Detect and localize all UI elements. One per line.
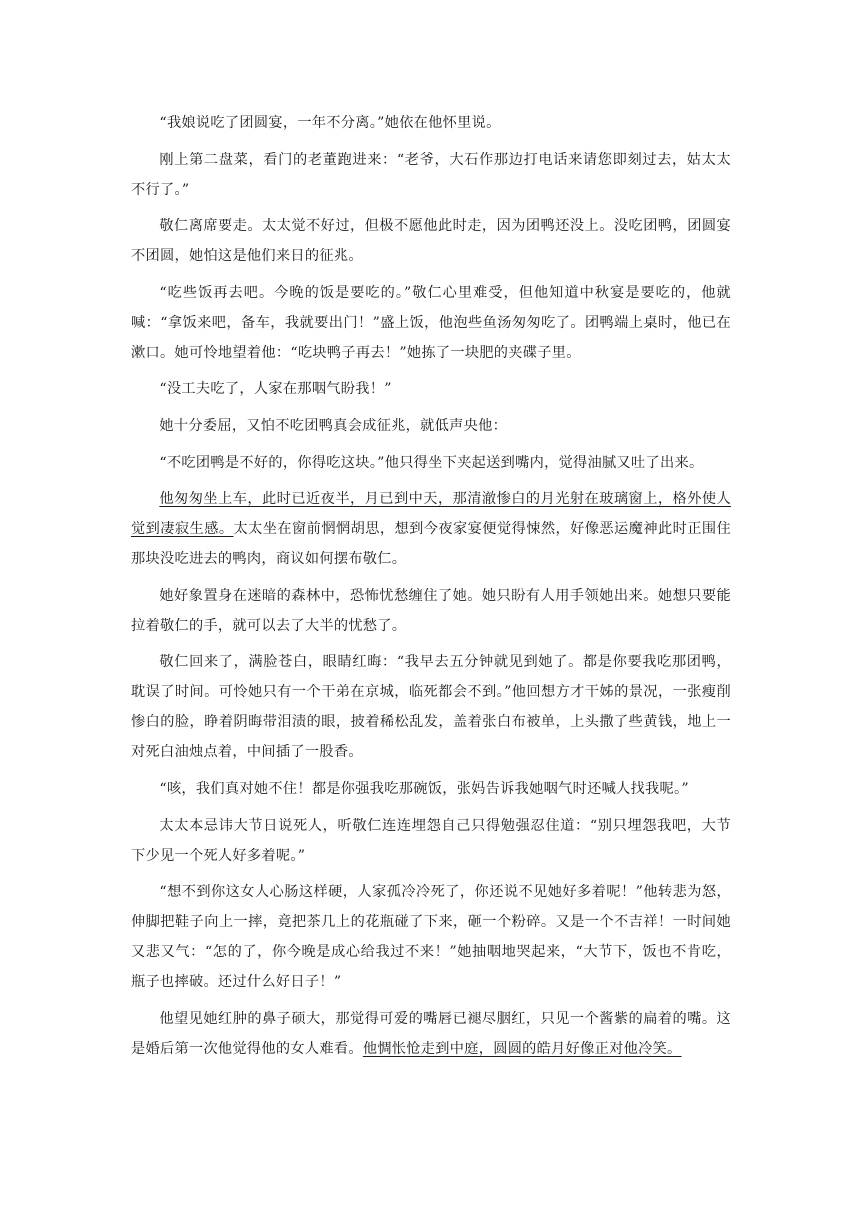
text-segment: 刚上第二盘菜，看门的老董跑进来：“老爷，大石作那边打电话来请您即刻过去，姑太太不行了。” xyxy=(131,151,731,198)
text-segment: “不吃团鸭是不好的，你得吃这块。”他只得坐下夹起送到嘴内，觉得油腻又吐了出来。 xyxy=(159,454,704,471)
text-segment: 敬仁回来了，满脸苍白，眼睛红晦：“我早去五分钟就见到她了。都是你要我吃那团鸭，耽误了时间。可怜她只有一个干弟在京城，临死都会不到。”他回想方才干姊的景况，一张瘦削惨白的脸，睁着阴晦带泪渍的眼，披着稀松乱发，盖着张白布被单，上头撒了些黄钱，地上一对死白油烛点着，中间插了一股香。 xyxy=(131,654,731,761)
text-segment: “没工夫吃了，人家在那咽气盼我！” xyxy=(159,381,392,398)
paragraph xyxy=(131,211,731,271)
paragraph xyxy=(131,411,731,441)
paragraph xyxy=(131,774,731,804)
text-segment: “咳，我们真对她不住！都是你强我吃那碗饭，张妈告诉我她咽气时还喊人找我呢。” xyxy=(159,780,689,797)
text-segment: 太太坐在窗前惘惘胡思，想到今夜家宴便觉得悚然，好像恶运魔神此时正围住那块没吃进去的鸭肉，商议如何摆布敬仁。 xyxy=(131,521,731,568)
paragraph xyxy=(131,877,731,997)
paragraph xyxy=(131,448,731,478)
paragraph xyxy=(131,374,731,404)
text-segment: 她十分委屈，又怕不吃团鸭真会成征兆，就低声央他： xyxy=(159,417,508,434)
paragraph xyxy=(131,484,731,574)
text-segment: “吃些饭再去吧。今晚的饭是要吃的。”敬仁心里难受，但他知道中秋宴是要吃的，他就喊：“拿饭来吧，备车，我就要出门！”盛上饭，他泡些鱼汤匆匆吃了。团鸭端上桌时，他已在漱口。她可怜地望着他：“吃块鸭子再去！”她拣了一块肥的夹碟子里。 xyxy=(131,284,731,361)
text-segment: 太太本忌讳大节日说死人，听敬仁连连埋怨自己只得勉强忍住道：“别只埋怨我吧，大节下少见一个死人好多着呢。” xyxy=(131,817,731,864)
paragraph xyxy=(131,145,731,205)
text-segment: “想不到你这女人心肠这样硬，人家孤冷冷死了，你还说不见她好多着呢！”他转悲为怒，伸脚把鞋子向上一摔，竟把茶几上的花瓶碰了下来，砸一个粉碎。又是一个不吉祥！一时间她又悲又气：“怎的了，你今晚是成心给我过不来！”她抽咽地哭起来，“大节下，饭也不肯吃，瓶子也摔破。还过什么好日子！” xyxy=(131,884,731,991)
text-segment: 他望见她红肿的鼻子硕大，那觉得可爱的嘴唇已褪尽胭红，只见一个酱紫的扁着的嘴。这是婚后第一次他觉得他的女人难看。 xyxy=(131,1010,731,1057)
paragraph xyxy=(131,811,731,871)
paragraph xyxy=(131,108,731,138)
paragraph xyxy=(131,581,731,641)
underlined-sentence: 他惆怅怆走到中庭，圆圆的皓月好像正对他冷笑。 xyxy=(362,1040,682,1057)
story-text xyxy=(131,108,731,1070)
underlined-sentence: 他匆匆坐上车，此时已近夜半，月已到中天，那清澈惨白的月光射在玻璃窗上，格外使人觉到凄寂生感。 xyxy=(131,491,731,538)
text-segment: 敬仁离席要走。太太觉不好过，但极不愿他此时走，因为团鸭还没上。没吃团鸭，团圆宴不团圆，她怕这是他们来日的征兆。 xyxy=(131,218,731,265)
paragraph xyxy=(131,1004,731,1064)
text-segment: “我娘说吃了团圆宴，一年不分离。”她依在他怀里说。 xyxy=(159,115,501,131)
paragraph xyxy=(131,278,731,368)
paragraph xyxy=(131,647,731,767)
text-segment: 她好象置身在迷暗的森林中，恐怖忧愁缠住了她。她只盼有人用手领她出来。她想只要能拉着敬仁的手，就可以去了大半的忧愁了。 xyxy=(131,587,731,634)
